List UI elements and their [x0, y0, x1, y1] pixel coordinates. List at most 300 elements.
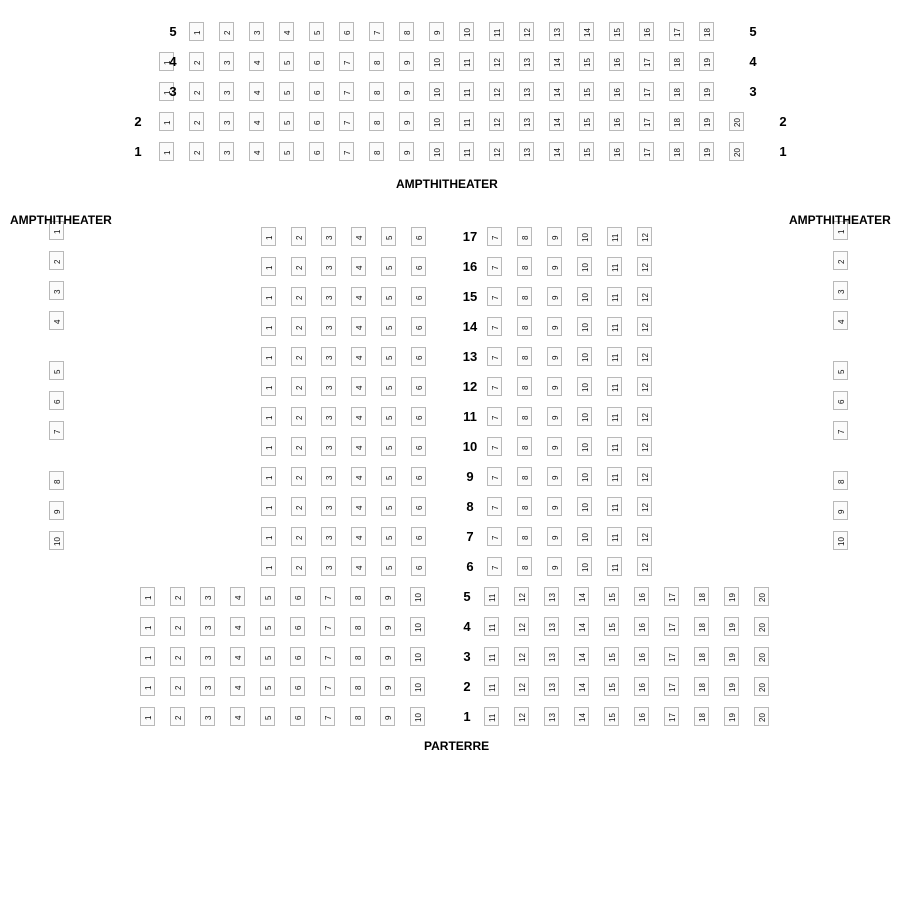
- seat[interactable]: 10: [577, 347, 592, 366]
- seat[interactable]: 12: [637, 407, 652, 426]
- seat[interactable]: 8: [517, 497, 532, 516]
- seat[interactable]: 8: [350, 707, 365, 726]
- seat[interactable]: 10: [49, 531, 64, 550]
- seat[interactable]: 2: [189, 52, 204, 71]
- seat[interactable]: 16: [609, 82, 624, 101]
- seat[interactable]: 9: [380, 587, 395, 606]
- seat[interactable]: 10: [410, 647, 425, 666]
- seat[interactable]: 1: [261, 497, 276, 516]
- seat[interactable]: 2: [291, 437, 306, 456]
- seat[interactable]: 15: [579, 52, 594, 71]
- seat[interactable]: 5: [260, 587, 275, 606]
- seat[interactable]: 4: [249, 82, 264, 101]
- seat[interactable]: 7: [487, 467, 502, 486]
- seat[interactable]: 18: [669, 112, 684, 131]
- seat[interactable]: 2: [219, 22, 234, 41]
- seat[interactable]: 8: [517, 527, 532, 546]
- seat[interactable]: 7: [320, 617, 335, 636]
- seat[interactable]: 1: [261, 407, 276, 426]
- seat[interactable]: 5: [833, 361, 848, 380]
- seat[interactable]: 11: [607, 287, 622, 306]
- seat[interactable]: 2: [291, 227, 306, 246]
- seat[interactable]: 7: [487, 557, 502, 576]
- seat[interactable]: 19: [724, 677, 739, 696]
- seat[interactable]: 19: [724, 707, 739, 726]
- seat[interactable]: 12: [514, 617, 529, 636]
- seat[interactable]: 5: [381, 527, 396, 546]
- seat[interactable]: 20: [754, 587, 769, 606]
- seat[interactable]: 11: [607, 527, 622, 546]
- seat[interactable]: 16: [634, 647, 649, 666]
- seat[interactable]: 8: [517, 557, 532, 576]
- seat[interactable]: 13: [544, 587, 559, 606]
- seat[interactable]: 2: [189, 112, 204, 131]
- seat[interactable]: 2: [189, 82, 204, 101]
- seat[interactable]: 3: [833, 281, 848, 300]
- seat[interactable]: 1: [261, 437, 276, 456]
- seat[interactable]: 10: [429, 112, 444, 131]
- seat[interactable]: 19: [724, 617, 739, 636]
- seat[interactable]: 14: [549, 82, 564, 101]
- seat[interactable]: 18: [694, 677, 709, 696]
- seat[interactable]: 15: [604, 647, 619, 666]
- seat[interactable]: 9: [547, 407, 562, 426]
- seat[interactable]: 4: [351, 287, 366, 306]
- seat[interactable]: 6: [290, 617, 305, 636]
- seat[interactable]: 20: [729, 142, 744, 161]
- seat[interactable]: 1: [261, 227, 276, 246]
- seat[interactable]: 8: [369, 82, 384, 101]
- seat[interactable]: 8: [517, 257, 532, 276]
- seat[interactable]: 19: [699, 82, 714, 101]
- seat[interactable]: 7: [339, 52, 354, 71]
- seat[interactable]: 10: [577, 377, 592, 396]
- seat[interactable]: 11: [459, 52, 474, 71]
- seat[interactable]: 18: [699, 22, 714, 41]
- seat[interactable]: 18: [694, 647, 709, 666]
- seat[interactable]: 12: [514, 587, 529, 606]
- seat[interactable]: 2: [291, 287, 306, 306]
- seat[interactable]: 19: [724, 587, 739, 606]
- seat[interactable]: 10: [410, 617, 425, 636]
- seat[interactable]: 16: [634, 587, 649, 606]
- seat[interactable]: 13: [544, 707, 559, 726]
- seat[interactable]: 13: [519, 142, 534, 161]
- seat[interactable]: 1: [189, 22, 204, 41]
- seat[interactable]: 16: [609, 142, 624, 161]
- seat[interactable]: 13: [519, 82, 534, 101]
- seat[interactable]: 9: [399, 52, 414, 71]
- seat[interactable]: 2: [291, 497, 306, 516]
- seat[interactable]: 2: [49, 251, 64, 270]
- seat[interactable]: 5: [381, 407, 396, 426]
- seat[interactable]: 20: [754, 617, 769, 636]
- seat[interactable]: 5: [381, 437, 396, 456]
- seat[interactable]: 17: [664, 647, 679, 666]
- seat[interactable]: 4: [351, 377, 366, 396]
- seat[interactable]: 7: [49, 421, 64, 440]
- seat[interactable]: 1: [261, 527, 276, 546]
- seat[interactable]: 9: [49, 501, 64, 520]
- seat[interactable]: 12: [519, 22, 534, 41]
- seat[interactable]: 6: [290, 707, 305, 726]
- seat[interactable]: 8: [517, 287, 532, 306]
- seat[interactable]: 10: [429, 82, 444, 101]
- seat[interactable]: 5: [381, 377, 396, 396]
- seat[interactable]: 2: [291, 557, 306, 576]
- seat[interactable]: 3: [219, 142, 234, 161]
- seat[interactable]: 10: [577, 497, 592, 516]
- seat[interactable]: 9: [547, 287, 562, 306]
- seat[interactable]: 3: [249, 22, 264, 41]
- seat[interactable]: 3: [219, 52, 234, 71]
- seat[interactable]: 6: [411, 287, 426, 306]
- seat[interactable]: 17: [664, 587, 679, 606]
- seat[interactable]: 12: [489, 52, 504, 71]
- seat[interactable]: 12: [637, 557, 652, 576]
- seat[interactable]: 9: [399, 112, 414, 131]
- seat[interactable]: 4: [351, 317, 366, 336]
- seat[interactable]: 1: [49, 221, 64, 240]
- seat[interactable]: 4: [351, 227, 366, 246]
- seat[interactable]: 5: [279, 52, 294, 71]
- seat[interactable]: 7: [487, 527, 502, 546]
- seat[interactable]: 4: [351, 467, 366, 486]
- seat[interactable]: 20: [754, 677, 769, 696]
- seat[interactable]: 6: [411, 347, 426, 366]
- seat[interactable]: 18: [669, 82, 684, 101]
- seat[interactable]: 5: [49, 361, 64, 380]
- seat[interactable]: 14: [549, 112, 564, 131]
- seat[interactable]: 2: [291, 467, 306, 486]
- seat[interactable]: 12: [637, 257, 652, 276]
- seat[interactable]: 4: [49, 311, 64, 330]
- seat[interactable]: 7: [339, 82, 354, 101]
- seat[interactable]: 8: [833, 471, 848, 490]
- seat[interactable]: 9: [547, 257, 562, 276]
- seat[interactable]: 4: [230, 677, 245, 696]
- seat[interactable]: 4: [230, 587, 245, 606]
- seat[interactable]: 15: [604, 617, 619, 636]
- seat[interactable]: 6: [309, 82, 324, 101]
- seat[interactable]: 6: [411, 527, 426, 546]
- seat[interactable]: 8: [369, 142, 384, 161]
- seat[interactable]: 13: [544, 677, 559, 696]
- seat[interactable]: 3: [200, 647, 215, 666]
- seat[interactable]: 9: [547, 527, 562, 546]
- seat[interactable]: 16: [634, 707, 649, 726]
- seat[interactable]: 2: [291, 317, 306, 336]
- seat[interactable]: 2: [291, 257, 306, 276]
- seat[interactable]: 14: [574, 647, 589, 666]
- seat[interactable]: 6: [833, 391, 848, 410]
- seat[interactable]: 1: [140, 677, 155, 696]
- seat[interactable]: 17: [639, 112, 654, 131]
- seat[interactable]: 17: [639, 82, 654, 101]
- seat[interactable]: 3: [321, 497, 336, 516]
- seat[interactable]: 11: [459, 142, 474, 161]
- seat[interactable]: 4: [249, 52, 264, 71]
- seat[interactable]: 11: [484, 707, 499, 726]
- seat[interactable]: 9: [399, 82, 414, 101]
- seat[interactable]: 4: [249, 142, 264, 161]
- seat[interactable]: 6: [411, 437, 426, 456]
- seat[interactable]: 9: [547, 437, 562, 456]
- seat[interactable]: 18: [694, 707, 709, 726]
- seat[interactable]: 7: [339, 112, 354, 131]
- seat[interactable]: 12: [637, 287, 652, 306]
- seat[interactable]: 4: [230, 617, 245, 636]
- seat[interactable]: 10: [410, 677, 425, 696]
- seat[interactable]: 7: [487, 347, 502, 366]
- seat[interactable]: 2: [291, 347, 306, 366]
- seat[interactable]: 3: [49, 281, 64, 300]
- seat[interactable]: 7: [320, 707, 335, 726]
- seat[interactable]: 11: [607, 557, 622, 576]
- seat[interactable]: 5: [381, 287, 396, 306]
- seat[interactable]: 2: [291, 527, 306, 546]
- seat[interactable]: 7: [487, 497, 502, 516]
- seat[interactable]: 19: [699, 52, 714, 71]
- seat[interactable]: 11: [484, 677, 499, 696]
- seat[interactable]: 13: [519, 112, 534, 131]
- seat[interactable]: 4: [351, 527, 366, 546]
- seat[interactable]: 8: [517, 407, 532, 426]
- seat[interactable]: 9: [429, 22, 444, 41]
- seat[interactable]: 11: [459, 112, 474, 131]
- seat[interactable]: 3: [321, 527, 336, 546]
- seat[interactable]: 13: [549, 22, 564, 41]
- seat[interactable]: 15: [609, 22, 624, 41]
- seat[interactable]: 9: [380, 617, 395, 636]
- seat[interactable]: 8: [369, 52, 384, 71]
- seat[interactable]: 15: [579, 142, 594, 161]
- seat[interactable]: 3: [200, 677, 215, 696]
- seat[interactable]: 12: [637, 317, 652, 336]
- seat[interactable]: 2: [170, 707, 185, 726]
- seat[interactable]: 3: [321, 437, 336, 456]
- seat[interactable]: 15: [579, 112, 594, 131]
- seat[interactable]: 9: [380, 707, 395, 726]
- seat[interactable]: 16: [609, 112, 624, 131]
- seat[interactable]: 7: [487, 257, 502, 276]
- seat[interactable]: 9: [547, 227, 562, 246]
- seat[interactable]: 12: [489, 112, 504, 131]
- seat[interactable]: 14: [574, 587, 589, 606]
- seat[interactable]: 4: [833, 311, 848, 330]
- seat[interactable]: 4: [351, 347, 366, 366]
- seat[interactable]: 8: [517, 347, 532, 366]
- seat[interactable]: 6: [309, 142, 324, 161]
- seat[interactable]: 10: [577, 467, 592, 486]
- seat[interactable]: 7: [369, 22, 384, 41]
- seat[interactable]: 1: [140, 587, 155, 606]
- seat[interactable]: 4: [351, 257, 366, 276]
- seat[interactable]: 1: [140, 707, 155, 726]
- seat[interactable]: 15: [604, 587, 619, 606]
- seat[interactable]: 5: [279, 82, 294, 101]
- seat[interactable]: 17: [664, 707, 679, 726]
- seat[interactable]: 6: [290, 587, 305, 606]
- seat[interactable]: 10: [577, 557, 592, 576]
- seat[interactable]: 7: [339, 142, 354, 161]
- seat[interactable]: 1: [159, 82, 174, 101]
- seat[interactable]: 4: [230, 707, 245, 726]
- seat[interactable]: 3: [200, 587, 215, 606]
- seat[interactable]: 7: [487, 227, 502, 246]
- seat[interactable]: 12: [637, 527, 652, 546]
- seat[interactable]: 9: [833, 501, 848, 520]
- seat[interactable]: 12: [637, 377, 652, 396]
- seat[interactable]: 7: [320, 647, 335, 666]
- seat[interactable]: 18: [669, 142, 684, 161]
- seat[interactable]: 10: [577, 287, 592, 306]
- seat[interactable]: 5: [309, 22, 324, 41]
- seat[interactable]: 5: [260, 647, 275, 666]
- seat[interactable]: 10: [429, 52, 444, 71]
- seat[interactable]: 3: [321, 287, 336, 306]
- seat[interactable]: 3: [321, 257, 336, 276]
- seat[interactable]: 15: [579, 82, 594, 101]
- seat[interactable]: 8: [369, 112, 384, 131]
- seat[interactable]: 6: [339, 22, 354, 41]
- seat[interactable]: 11: [607, 467, 622, 486]
- seat[interactable]: 3: [321, 407, 336, 426]
- seat[interactable]: 8: [517, 227, 532, 246]
- seat[interactable]: 18: [694, 617, 709, 636]
- seat[interactable]: 6: [411, 497, 426, 516]
- seat[interactable]: 10: [577, 407, 592, 426]
- seat[interactable]: 1: [261, 377, 276, 396]
- seat[interactable]: 8: [350, 647, 365, 666]
- seat[interactable]: 1: [261, 317, 276, 336]
- seat[interactable]: 13: [544, 617, 559, 636]
- seat[interactable]: 20: [729, 112, 744, 131]
- seat[interactable]: 2: [291, 407, 306, 426]
- seat[interactable]: 1: [261, 257, 276, 276]
- seat[interactable]: 2: [170, 587, 185, 606]
- seat[interactable]: 11: [607, 227, 622, 246]
- seat[interactable]: 14: [574, 617, 589, 636]
- seat[interactable]: 14: [549, 52, 564, 71]
- seat[interactable]: 1: [261, 287, 276, 306]
- seat[interactable]: 10: [577, 527, 592, 546]
- seat[interactable]: 18: [694, 587, 709, 606]
- seat[interactable]: 2: [170, 617, 185, 636]
- seat[interactable]: 9: [399, 142, 414, 161]
- seat[interactable]: 5: [381, 227, 396, 246]
- seat[interactable]: 7: [487, 317, 502, 336]
- seat[interactable]: 10: [410, 707, 425, 726]
- seat[interactable]: 5: [381, 317, 396, 336]
- seat[interactable]: 4: [351, 437, 366, 456]
- seat[interactable]: 12: [514, 707, 529, 726]
- seat[interactable]: 10: [577, 227, 592, 246]
- seat[interactable]: 14: [549, 142, 564, 161]
- seat[interactable]: 1: [159, 112, 174, 131]
- seat[interactable]: 17: [639, 52, 654, 71]
- seat[interactable]: 19: [699, 142, 714, 161]
- seat[interactable]: 10: [459, 22, 474, 41]
- seat[interactable]: 5: [279, 142, 294, 161]
- seat[interactable]: 6: [290, 677, 305, 696]
- seat[interactable]: 6: [411, 467, 426, 486]
- seat[interactable]: 11: [607, 347, 622, 366]
- seat[interactable]: 10: [429, 142, 444, 161]
- seat[interactable]: 1: [261, 467, 276, 486]
- seat[interactable]: 9: [547, 497, 562, 516]
- seat[interactable]: 11: [607, 317, 622, 336]
- seat[interactable]: 3: [219, 112, 234, 131]
- seat[interactable]: 4: [279, 22, 294, 41]
- seat[interactable]: 1: [159, 52, 174, 71]
- seat[interactable]: 8: [49, 471, 64, 490]
- seat[interactable]: 11: [484, 647, 499, 666]
- seat[interactable]: 1: [261, 347, 276, 366]
- seat[interactable]: 19: [699, 112, 714, 131]
- seat[interactable]: 5: [260, 707, 275, 726]
- seat[interactable]: 6: [411, 377, 426, 396]
- seat[interactable]: 5: [279, 112, 294, 131]
- seat[interactable]: 12: [489, 142, 504, 161]
- seat[interactable]: 9: [380, 647, 395, 666]
- seat[interactable]: 16: [634, 677, 649, 696]
- seat[interactable]: 1: [833, 221, 848, 240]
- seat[interactable]: 7: [487, 287, 502, 306]
- seat[interactable]: 1: [261, 557, 276, 576]
- seat[interactable]: 4: [351, 497, 366, 516]
- seat[interactable]: 8: [350, 677, 365, 696]
- seat[interactable]: 5: [381, 467, 396, 486]
- seat[interactable]: 16: [639, 22, 654, 41]
- seat[interactable]: 8: [517, 467, 532, 486]
- seat[interactable]: 1: [140, 617, 155, 636]
- seat[interactable]: 5: [381, 497, 396, 516]
- seat[interactable]: 8: [517, 437, 532, 456]
- seat[interactable]: 18: [669, 52, 684, 71]
- seat[interactable]: 13: [544, 647, 559, 666]
- seat[interactable]: 3: [321, 317, 336, 336]
- seat[interactable]: 7: [320, 677, 335, 696]
- seat[interactable]: 2: [170, 647, 185, 666]
- seat[interactable]: 9: [547, 317, 562, 336]
- seat[interactable]: 2: [170, 677, 185, 696]
- seat[interactable]: 3: [321, 467, 336, 486]
- seat[interactable]: 8: [399, 22, 414, 41]
- seat[interactable]: 8: [517, 377, 532, 396]
- seat[interactable]: 4: [351, 557, 366, 576]
- seat[interactable]: 8: [350, 587, 365, 606]
- seat[interactable]: 14: [579, 22, 594, 41]
- seat[interactable]: 5: [381, 257, 396, 276]
- seat[interactable]: 1: [140, 647, 155, 666]
- seat[interactable]: 3: [321, 347, 336, 366]
- seat[interactable]: 3: [200, 617, 215, 636]
- seat[interactable]: 11: [607, 407, 622, 426]
- seat[interactable]: 4: [230, 647, 245, 666]
- seat[interactable]: 6: [411, 257, 426, 276]
- seat[interactable]: 11: [459, 82, 474, 101]
- seat[interactable]: 15: [604, 677, 619, 696]
- seat[interactable]: 16: [634, 617, 649, 636]
- seat[interactable]: 17: [669, 22, 684, 41]
- seat[interactable]: 9: [547, 467, 562, 486]
- seat[interactable]: 11: [607, 257, 622, 276]
- seat[interactable]: 10: [410, 587, 425, 606]
- seat[interactable]: 6: [290, 647, 305, 666]
- seat[interactable]: 3: [321, 377, 336, 396]
- seat[interactable]: 3: [200, 707, 215, 726]
